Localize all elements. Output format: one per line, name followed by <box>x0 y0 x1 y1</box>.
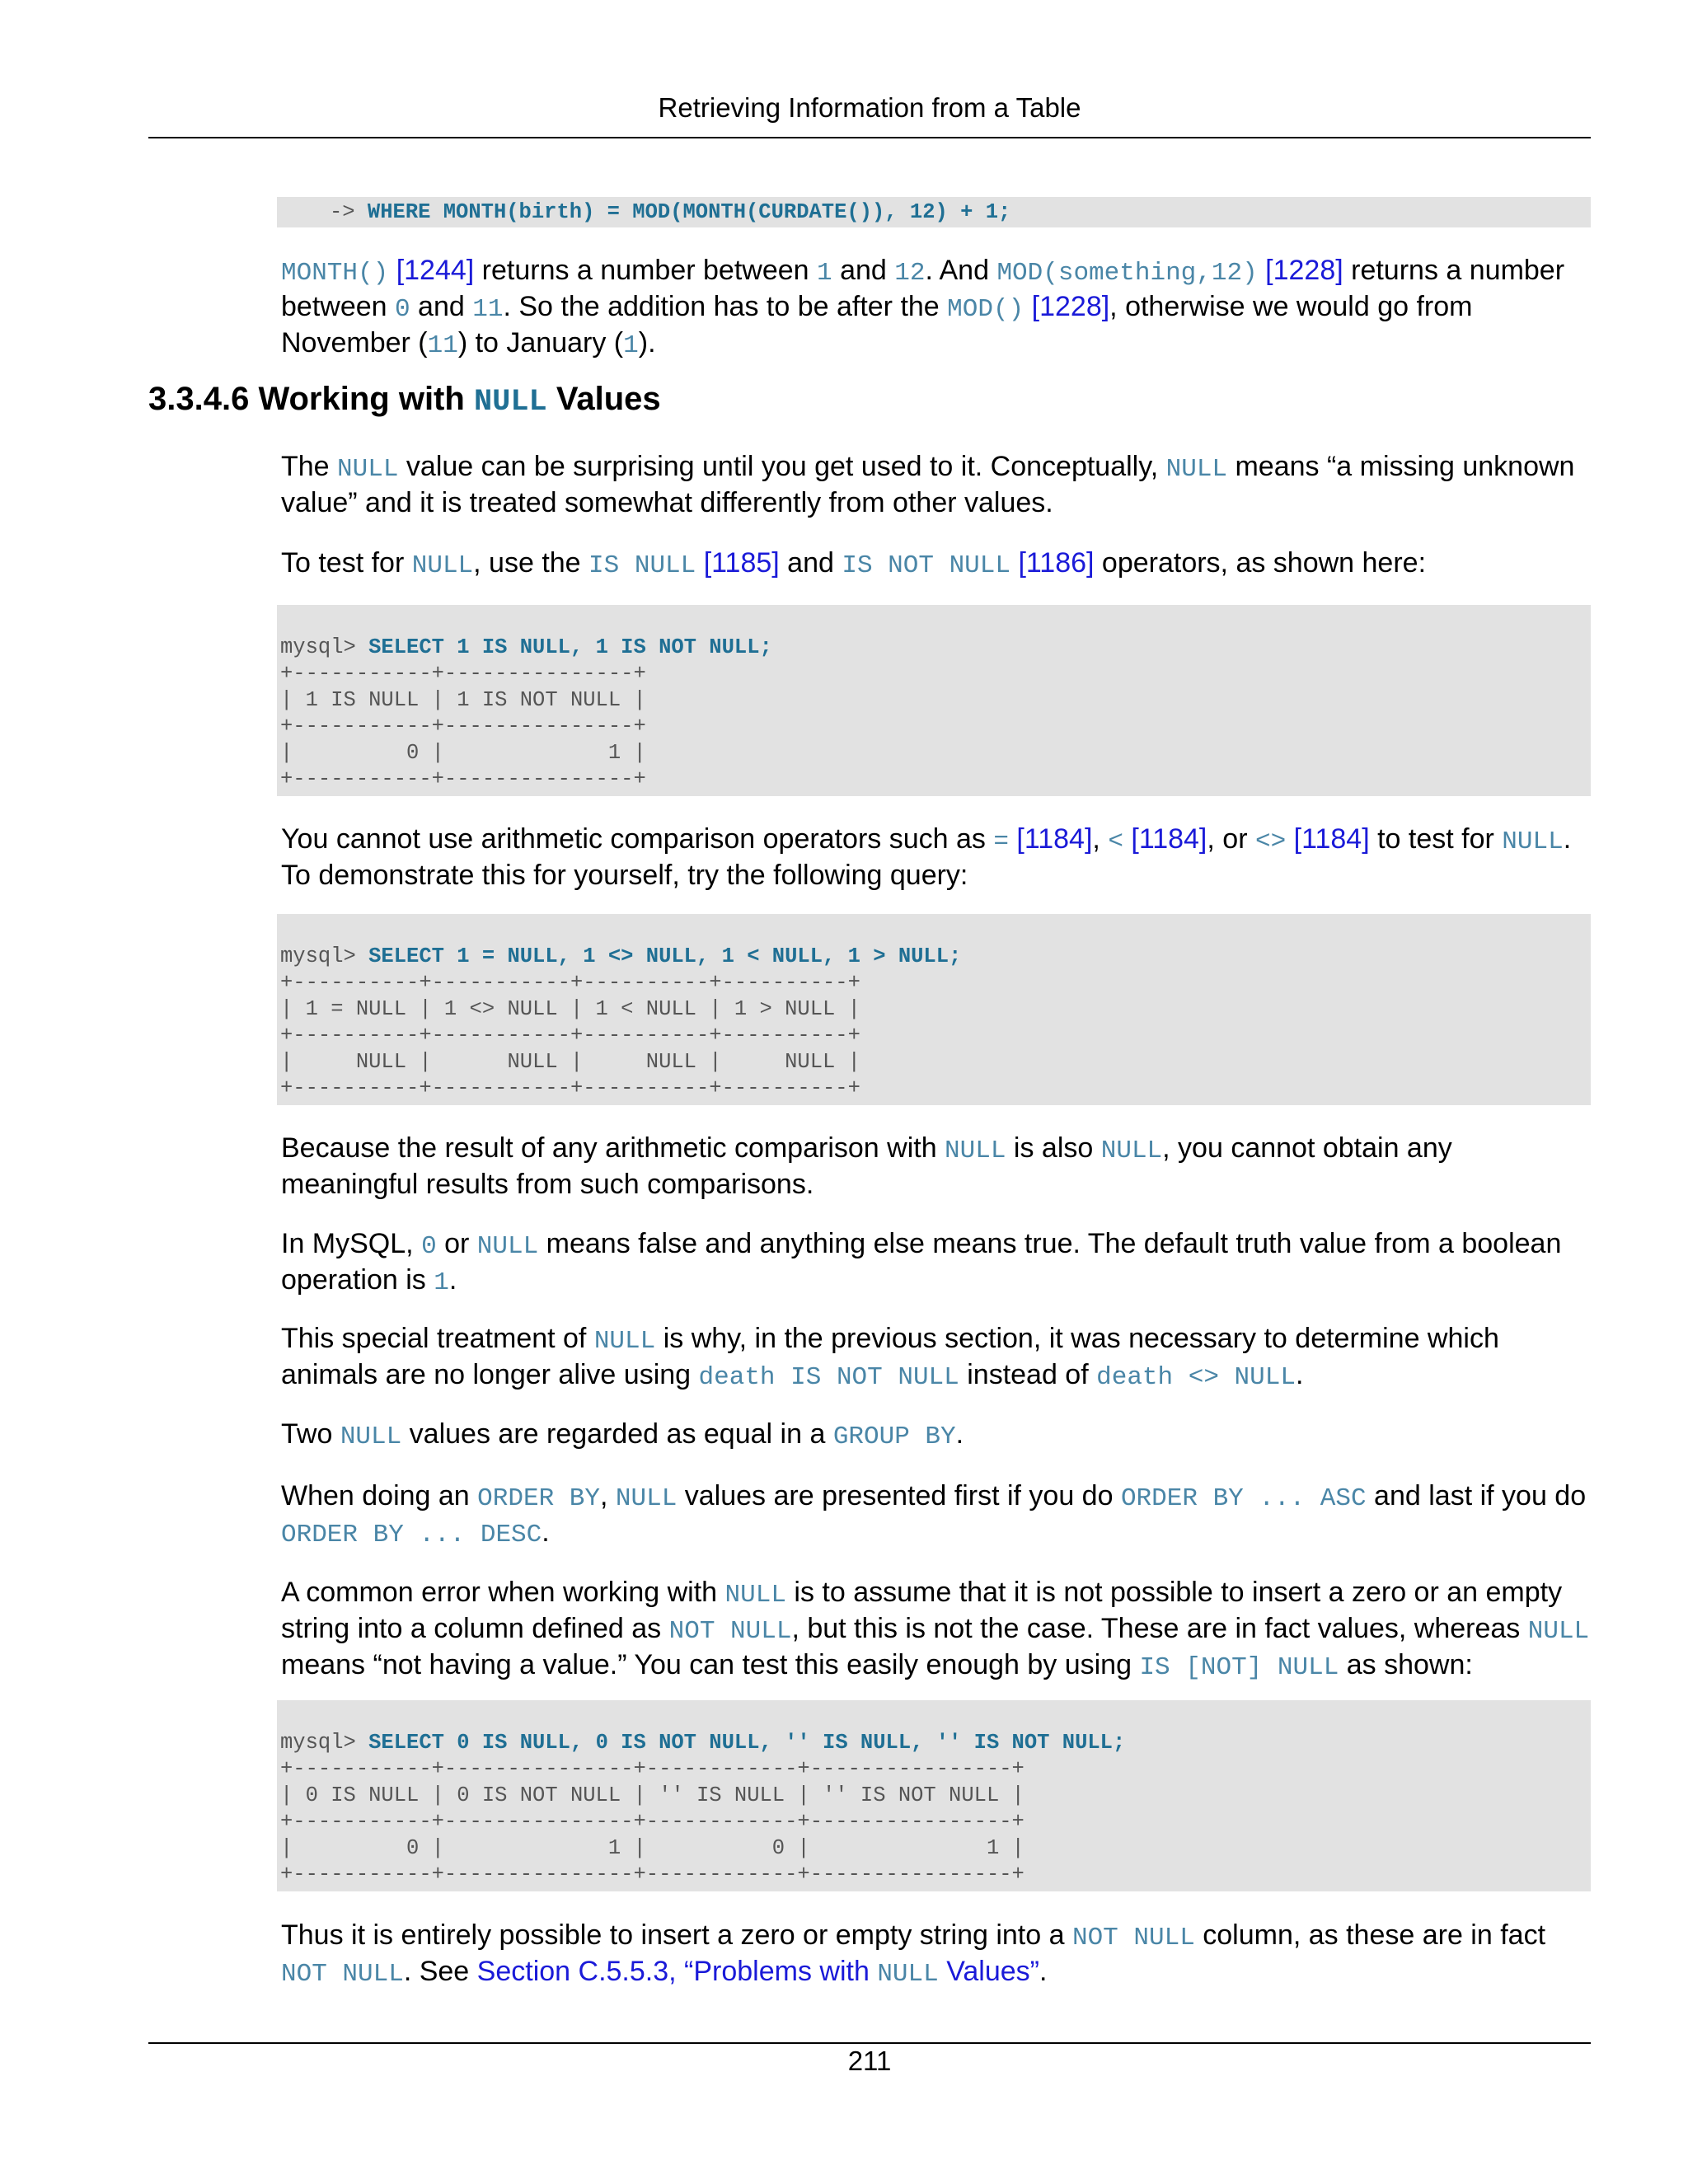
text: is also <box>1006 1132 1101 1164</box>
inline-code: 12 <box>894 259 926 288</box>
inline-code: death IS NOT NULL <box>698 1363 959 1392</box>
ref-link[interactable]: [1184] <box>1016 823 1093 855</box>
inline-code: ORDER BY <box>477 1484 600 1513</box>
ref-link[interactable]: [1228] <box>1265 255 1343 286</box>
code-block-is-null <box>277 605 1591 796</box>
section-number: 3.3.4.6 <box>148 381 250 417</box>
text: . <box>1039 1956 1048 1987</box>
text: Two <box>281 1418 340 1450</box>
inline-code: NULL <box>1527 1617 1590 1646</box>
paragraph-month-mod <box>281 254 1592 363</box>
text: returns a number between <box>474 255 818 286</box>
inline-code: IS NOT NULL <box>842 551 1010 580</box>
text: and <box>832 255 895 286</box>
inline-code: NULL <box>724 1581 786 1610</box>
mysql-prompt: mysql> <box>280 944 369 968</box>
inline-code: MOD() <box>947 295 1025 324</box>
text: A common error when working with <box>281 1577 725 1608</box>
text: and <box>779 547 842 579</box>
text: When doing an <box>281 1480 478 1511</box>
paragraph-test-null <box>281 546 1592 583</box>
text: . And <box>925 255 997 286</box>
text: . <box>542 1516 550 1548</box>
mysql-prompt: mysql> <box>280 1731 369 1755</box>
inline-code: 0 <box>395 295 410 324</box>
inline-code: NULL <box>1502 827 1564 856</box>
inline-code: NOT NULL <box>281 1960 404 1989</box>
inline-code: NOT NULL <box>668 1617 792 1646</box>
text: . See <box>403 1956 477 1987</box>
ref-link[interactable]: [1228] <box>1031 291 1110 322</box>
text: You cannot use arithmetic comparison operators such as <box>281 823 994 855</box>
text: . So the addition has to be after the <box>503 291 948 322</box>
section-link[interactable] <box>477 1956 1039 1987</box>
text: value can be surprising until you get used to it. Conceptually, <box>398 451 1166 482</box>
ref-link[interactable]: [1184] <box>1293 823 1370 855</box>
inline-code: MONTH() <box>281 259 389 288</box>
inline-code: 1 <box>623 331 639 360</box>
inline-code: NULL <box>945 1137 1006 1165</box>
paragraph-order-by <box>281 1479 1592 1552</box>
text: as shown: <box>1339 1649 1473 1680</box>
inline-code: 11 <box>472 295 504 324</box>
text: , otherwise we would go from November ( <box>281 291 1473 359</box>
inline-code: NOT NULL <box>1071 1924 1195 1952</box>
text: or <box>436 1228 477 1259</box>
inline-code: ORDER BY ... ASC <box>1120 1484 1367 1513</box>
code-command: WHERE MONTH(birth) = MOD(MONTH(CURDATE()), 12) + 1; <box>367 200 1011 224</box>
paragraph-comparison-result <box>281 1132 1592 1201</box>
text: is why, in the previous section, it was necessary to determine which animals are no longer alive using <box>281 1323 1499 1390</box>
running-header: Retrieving Information from a Table <box>658 92 1081 123</box>
paragraph-conclusion <box>281 1919 1592 1991</box>
text: This special treatment of <box>281 1323 594 1354</box>
mysql-prompt: mysql> <box>280 635 369 659</box>
text: , or <box>1207 823 1255 855</box>
text: returns a number between <box>281 255 1565 322</box>
continuation-arrow: -> <box>330 200 368 224</box>
inline-code: = <box>993 827 1009 856</box>
inline-code: <> <box>1254 827 1287 856</box>
inline-code: NULL <box>615 1484 678 1513</box>
inline-code: NULL <box>1165 455 1228 484</box>
ref-link[interactable]: [1186] <box>1018 547 1095 579</box>
text: , <box>1092 823 1109 855</box>
paragraph-null-intro <box>281 450 1592 519</box>
text: . <box>955 1418 964 1450</box>
text: . To demonstrate this for yourself, try the following query: <box>281 823 1572 891</box>
paragraph-common-error <box>281 1576 1592 1685</box>
inline-code: MOD(something,12) <box>996 259 1258 288</box>
ref-link[interactable]: [1185] <box>703 547 780 579</box>
paragraph-truth-values <box>281 1227 1592 1300</box>
link-text: Values” <box>938 1956 1039 1987</box>
inline-code: IS NULL <box>588 551 696 580</box>
inline-code: 11 <box>427 331 458 360</box>
inline-code: NULL <box>476 1232 539 1261</box>
text: column, as these are in fact <box>1194 1919 1546 1951</box>
text: values are presented first if you do <box>677 1480 1121 1511</box>
text: . <box>1295 1359 1304 1390</box>
sql-command: SELECT 1 = NULL, 1 <> NULL, 1 < NULL, 1 > NULL; <box>368 944 962 968</box>
inline-code: GROUP BY <box>832 1422 956 1451</box>
text: ). <box>638 327 656 359</box>
link-code: NULL <box>877 1960 939 1989</box>
text: . <box>448 1264 457 1296</box>
text: values are regarded as equal in a <box>401 1418 833 1450</box>
text: , you cannot obtain any meaningful results from such comparisons. <box>281 1132 1452 1200</box>
text: means “not having a value.” You can test this easily enough by using <box>281 1649 1140 1680</box>
text: , <box>600 1480 616 1511</box>
sql-command: SELECT 0 IS NULL, 0 IS NOT NULL, '' IS NULL, '' IS NOT NULL; <box>368 1731 1126 1755</box>
section-heading <box>148 381 661 419</box>
paragraph-group-by <box>281 1418 1592 1454</box>
text: means “a missing unknown value” and it is treated somewhat differently from other values. <box>281 451 1575 518</box>
text: The <box>281 451 338 482</box>
ref-link[interactable]: [1244] <box>396 255 475 286</box>
text: is to assume that it is not possible to insert a zero or an empty string into a column defined as <box>281 1577 1563 1644</box>
inline-code: ORDER BY ... DESC <box>281 1521 542 1549</box>
text: means false and anything else means true. The default truth value from a boolean operation is <box>281 1228 1562 1296</box>
text: instead of <box>959 1359 1097 1390</box>
sql-command: SELECT 1 IS NULL, 1 IS NOT NULL; <box>368 635 772 659</box>
text: operators, as shown here: <box>1094 547 1427 579</box>
query-output: +----------+-----------+----------+----------+ | 1 = NULL | 1 <> NULL | 1 < NULL | 1 > NULL | +----------+-----------+----------+----------+ | NULL | NULL | NULL | NULL | +----------+-----------+----------+----------+ <box>280 971 860 1100</box>
section-title-text: Values <box>556 381 661 417</box>
inline-code: IS [NOT] NULL <box>1139 1653 1339 1682</box>
inline-code: NULL <box>337 455 399 484</box>
inline-code: NULL <box>340 1422 402 1451</box>
inline-code: NULL <box>1100 1137 1163 1165</box>
inline-code: 1 <box>434 1268 449 1297</box>
text: Thus it is entirely possible to insert a zero or empty string into a <box>281 1919 1072 1951</box>
text: to test for <box>1369 823 1503 855</box>
paragraph-special-treatment <box>281 1322 1592 1394</box>
inline-code: 0 <box>421 1232 437 1261</box>
text: Because the result of any arithmetic comparison with <box>281 1132 945 1164</box>
section-title-text: Working with <box>258 381 465 417</box>
query-output: +-----------+---------------+ | 1 IS NULL | 1 IS NOT NULL | +-----------+---------------+ | 0 | 1 | +-----------+---------------+ <box>280 662 646 791</box>
query-output: +-----------+---------------+------------+----------------+ | 0 IS NULL | 0 IS NOT NULL | '' IS NULL | '' IS NOT NULL | +-----------+---------------+------------+----------------+ | 0 | 1 | 0 | 1 | +-----------+---------------+------------+----------------+ <box>280 1757 1025 1886</box>
inline-code: NULL <box>593 1327 656 1356</box>
section-title-code: NULL <box>473 385 547 419</box>
text: ) to January ( <box>457 327 624 359</box>
inline-code: 1 <box>817 259 832 288</box>
footer-rule <box>148 2042 1591 2044</box>
text: To test for <box>281 547 412 579</box>
inline-code: death <> NULL <box>1096 1363 1296 1392</box>
header-rule <box>148 137 1591 138</box>
page-number: 211 <box>847 2046 892 2076</box>
code-block-comparisons <box>277 914 1591 1105</box>
link-text: Section C.5.5.3, “Problems with <box>476 1956 878 1987</box>
code-snippet-where <box>277 197 1591 227</box>
text: In MySQL, <box>281 1228 422 1259</box>
ref-link[interactable]: [1184] <box>1131 823 1207 855</box>
paragraph-comparison-operators <box>281 823 1592 892</box>
text: , use the <box>473 547 589 579</box>
text: , but this is not the case. These are in fact values, whereas <box>791 1613 1528 1644</box>
text: and last if you do <box>1366 1480 1587 1511</box>
inline-code: NULL <box>411 551 474 580</box>
inline-code: < <box>1108 827 1123 856</box>
text: and <box>410 291 473 322</box>
code-block-empty-string <box>277 1700 1591 1891</box>
